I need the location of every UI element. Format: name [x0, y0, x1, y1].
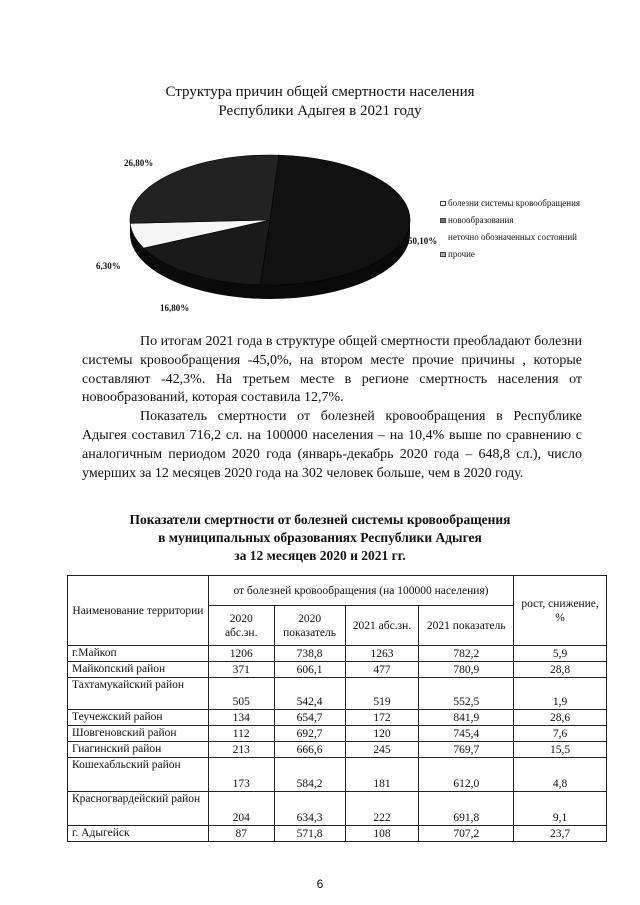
- table-row: [68, 710, 607, 726]
- value-cell: 519: [345, 678, 419, 710]
- header-2020-abs: 2020 абс.зн.: [208, 606, 274, 646]
- table-title-line-1: Показатели смертности от болезней системы кровообращения: [129, 512, 511, 527]
- value-cell: 571,8: [274, 826, 345, 842]
- value-cell: 1263: [345, 646, 419, 662]
- territory-cell: г.Майкоп: [68, 646, 209, 662]
- legend-item-circulatory: [440, 195, 580, 212]
- growth-cell: 28,6: [514, 710, 607, 726]
- table-title-line-2: в муниципальных образованиях Республики Адыгея: [158, 530, 482, 545]
- value-cell: 612,0: [419, 758, 514, 792]
- table-body: [68, 646, 607, 842]
- header-growth: рост, снижение, %: [514, 576, 607, 646]
- value-cell: 666,6: [274, 742, 345, 758]
- legend-item-illdefined: [440, 229, 580, 246]
- value-cell: 654,7: [274, 710, 345, 726]
- value-cell: 780,9: [419, 662, 514, 678]
- value-cell: 172: [345, 710, 419, 726]
- table-row: [68, 646, 607, 662]
- value-cell: 769,7: [419, 742, 514, 758]
- value-cell: 584,2: [274, 758, 345, 792]
- value-cell: 606,1: [274, 662, 345, 678]
- growth-cell: 9,1: [514, 792, 607, 826]
- value-cell: 552,5: [419, 678, 514, 710]
- header-name: Наименование территории: [68, 576, 209, 646]
- legend-label: прочие: [448, 249, 475, 259]
- territory-cell: Шовгеновский район: [68, 726, 209, 742]
- value-cell: 371: [208, 662, 274, 678]
- value-cell: 181: [345, 758, 419, 792]
- header-2021-rate: 2021 показатель: [419, 606, 514, 646]
- territory-cell: Теучежский район: [68, 710, 209, 726]
- paragraph-2: Показатель смертности от болезней кровообращения в Республике Адыгея составил 716,2 сл. на 100000 населения – на 10,4% выше по сравнению с аналогичным периодом 2020 года (январь-декабрь 2020 года – 648,8 сл.), число умерших за 12 месяцев 2020 года на 302 человек больше, чем в 2020 году.: [82, 409, 582, 481]
- value-cell: 134: [208, 710, 274, 726]
- growth-cell: 23,7: [514, 826, 607, 842]
- page-number: 6: [316, 877, 324, 891]
- table-row: [68, 678, 607, 710]
- value-cell: 691,8: [419, 792, 514, 826]
- territory-cell: Майкопский район: [68, 662, 209, 678]
- legend-swatch: [440, 201, 446, 206]
- chart-title-line-2: Республики Адыгея в 2021 году: [218, 103, 422, 119]
- paragraph-1: По итогам 2021 года в структуре общей смертности преобладают болезни системы кровообращения -45,0%, на втором месте прочие причины , которые составляют -42,3%. На третьем месте в регионе смертность населения от новообразований, которая составила 12,7%.: [82, 334, 582, 406]
- territory-cell: Кошехабльский район: [68, 758, 209, 792]
- table-title-line-3: за 12 месяцев 2020 и 2021 гг.: [234, 548, 406, 563]
- header-2020-rate: 2020 показатель: [274, 606, 345, 646]
- header-group: от болезней кровообращения (на 100000 населения): [208, 576, 513, 606]
- value-cell: 87: [208, 826, 274, 842]
- table-row: [68, 792, 607, 826]
- value-cell: 707,2: [419, 826, 514, 842]
- slice-label-neoplasms: 16,80%: [160, 303, 190, 313]
- territory-cell: Гиагинский район: [68, 742, 209, 758]
- legend-label: новообразования: [448, 215, 514, 225]
- table-row: [68, 742, 607, 758]
- value-cell: 542,4: [274, 678, 345, 710]
- value-cell: 692,7: [274, 726, 345, 742]
- value-cell: 634,3: [274, 792, 345, 826]
- legend-item-neoplasms: [440, 212, 580, 229]
- value-cell: 477: [345, 662, 419, 678]
- table-row: [68, 726, 607, 742]
- legend-swatch: [440, 235, 446, 240]
- growth-cell: 28,8: [514, 662, 607, 678]
- legend-label: болезни системы кровообращения: [448, 198, 581, 208]
- growth-cell: 4,8: [514, 758, 607, 792]
- header-2021-abs: 2021 абс.зн.: [345, 606, 419, 646]
- pie-chart: [110, 140, 430, 320]
- table-row: [68, 758, 607, 792]
- territory-cell: г. Адыгейск: [68, 826, 209, 842]
- legend-label: неточно обозначенных состояний: [448, 232, 577, 242]
- value-cell: 841,9: [419, 710, 514, 726]
- value-cell: 505: [208, 678, 274, 710]
- value-cell: 1206: [208, 646, 274, 662]
- value-cell: 112: [208, 726, 274, 742]
- value-cell: 782,2: [419, 646, 514, 662]
- growth-cell: 15,5: [514, 742, 607, 758]
- chart-title-line-1: Структура причин общей смертности населения: [165, 84, 475, 100]
- growth-cell: 7,6: [514, 726, 607, 742]
- territory-cell: Красногвардейский район: [68, 792, 209, 826]
- table-row: [68, 662, 607, 678]
- value-cell: 173: [208, 758, 274, 792]
- value-cell: 213: [208, 742, 274, 758]
- chart-legend: [440, 195, 580, 263]
- territory-cell: Тахтамукайский район: [68, 678, 209, 710]
- body-text: [82, 333, 582, 483]
- mortality-table: [67, 575, 607, 842]
- value-cell: 222: [345, 792, 419, 826]
- value-cell: 120: [345, 726, 419, 742]
- chart-title: [0, 83, 640, 121]
- slice-label-illdefined: 6,30%: [96, 261, 121, 271]
- value-cell: 204: [208, 792, 274, 826]
- table-row: [68, 826, 607, 842]
- slice-label-circulatory: 50,10%: [408, 236, 438, 246]
- value-cell: 245: [345, 742, 419, 758]
- growth-cell: 1,9: [514, 678, 607, 710]
- table-title: [0, 511, 640, 565]
- value-cell: 745,4: [419, 726, 514, 742]
- legend-item-other: [440, 246, 580, 263]
- value-cell: 738,8: [274, 646, 345, 662]
- legend-swatch: [440, 252, 446, 257]
- slice-label-other: 26,80%: [124, 158, 154, 168]
- growth-cell: 5,9: [514, 646, 607, 662]
- legend-swatch: [440, 218, 446, 223]
- value-cell: 108: [345, 826, 419, 842]
